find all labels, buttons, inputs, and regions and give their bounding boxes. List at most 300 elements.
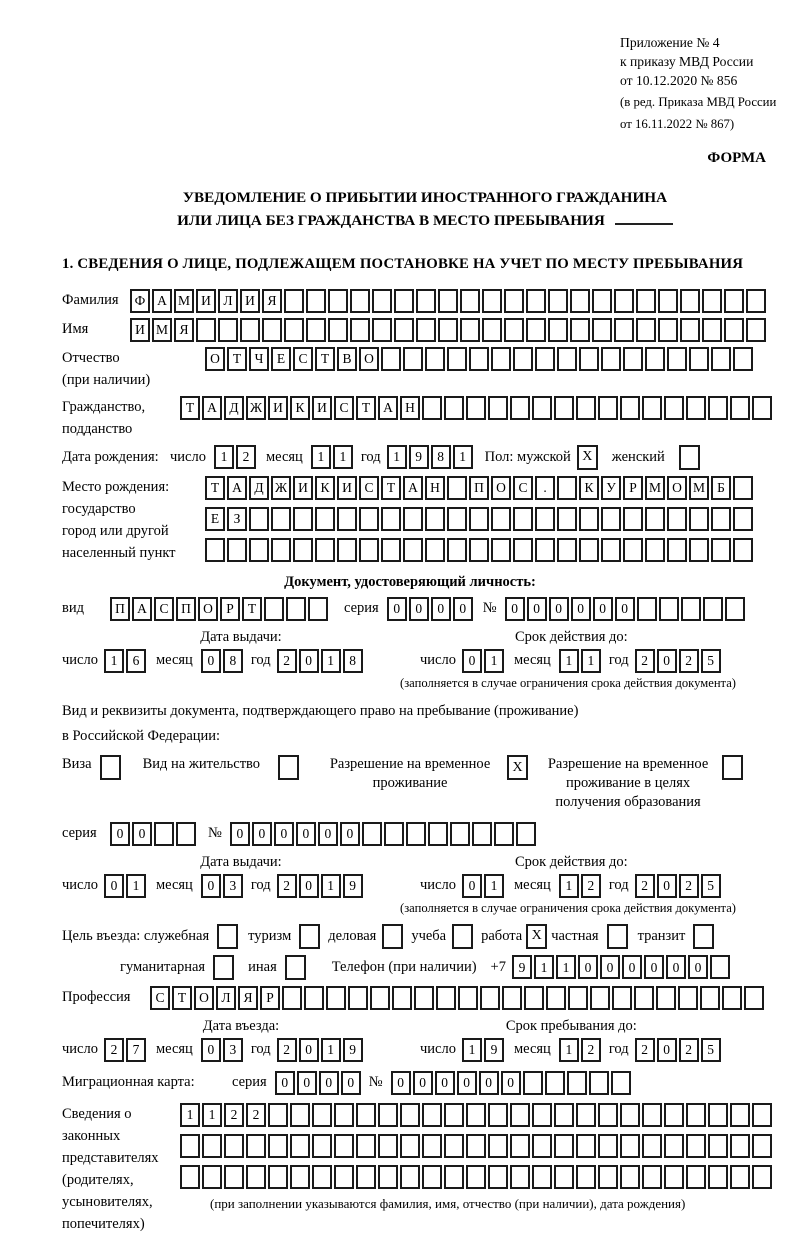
- char-cell[interactable]: [532, 1103, 552, 1127]
- char-cell[interactable]: А: [152, 289, 172, 313]
- birth-month-input[interactable]: [311, 445, 355, 469]
- char-cell[interactable]: [545, 1071, 565, 1095]
- char-cell[interactable]: [271, 507, 291, 531]
- char-cell[interactable]: [284, 289, 304, 313]
- char-cell[interactable]: [689, 538, 709, 562]
- issue-year-input[interactable]: [277, 649, 365, 673]
- char-cell[interactable]: [510, 1165, 530, 1189]
- char-cell[interactable]: [271, 538, 291, 562]
- representatives-row1-input[interactable]: [180, 1103, 774, 1127]
- char-cell[interactable]: С: [293, 347, 313, 371]
- char-cell[interactable]: [202, 1165, 222, 1189]
- char-cell[interactable]: А: [202, 396, 222, 420]
- char-cell[interactable]: .: [535, 476, 555, 500]
- char-cell[interactable]: [532, 1165, 552, 1189]
- char-cell[interactable]: 0: [299, 874, 319, 898]
- temp-residence-checkbox[interactable]: X: [507, 755, 528, 780]
- char-cell[interactable]: [623, 538, 643, 562]
- char-cell[interactable]: [664, 1134, 684, 1158]
- char-cell[interactable]: [422, 1103, 442, 1127]
- char-cell[interactable]: [290, 1134, 310, 1158]
- char-cell[interactable]: Я: [262, 289, 282, 313]
- char-cell[interactable]: 9: [484, 1038, 504, 1062]
- char-cell[interactable]: 3: [223, 1038, 243, 1062]
- purpose-delovaya-checkbox[interactable]: [382, 924, 403, 949]
- char-cell[interactable]: О: [205, 347, 225, 371]
- char-cell[interactable]: Р: [220, 597, 240, 621]
- char-cell[interactable]: [205, 538, 225, 562]
- char-cell[interactable]: И: [130, 318, 150, 342]
- char-cell[interactable]: [730, 396, 750, 420]
- char-cell[interactable]: А: [403, 476, 423, 500]
- char-cell[interactable]: [664, 1103, 684, 1127]
- char-cell[interactable]: 0: [318, 822, 338, 846]
- char-cell[interactable]: [708, 1165, 728, 1189]
- char-cell[interactable]: [306, 289, 326, 313]
- char-cell[interactable]: [224, 1134, 244, 1158]
- stay-day-input[interactable]: [462, 1038, 506, 1062]
- char-cell[interactable]: Д: [249, 476, 269, 500]
- doc-series-input[interactable]: [387, 597, 475, 621]
- birthplace-row1-input[interactable]: [205, 476, 755, 500]
- char-cell[interactable]: Н: [400, 396, 420, 420]
- char-cell[interactable]: Т: [356, 396, 376, 420]
- char-cell[interactable]: [645, 538, 665, 562]
- char-cell[interactable]: [293, 507, 313, 531]
- char-cell[interactable]: Я: [238, 986, 258, 1010]
- char-cell[interactable]: [304, 986, 324, 1010]
- char-cell[interactable]: К: [579, 476, 599, 500]
- char-cell[interactable]: [378, 1134, 398, 1158]
- char-cell[interactable]: 0: [462, 874, 482, 898]
- char-cell[interactable]: [154, 822, 174, 846]
- char-cell[interactable]: 3: [223, 874, 243, 898]
- char-cell[interactable]: [725, 597, 745, 621]
- char-cell[interactable]: 0: [571, 597, 591, 621]
- char-cell[interactable]: [667, 507, 687, 531]
- char-cell[interactable]: [284, 318, 304, 342]
- char-cell[interactable]: [428, 822, 448, 846]
- char-cell[interactable]: 1: [311, 445, 331, 469]
- char-cell[interactable]: 0: [201, 1038, 221, 1062]
- char-cell[interactable]: 2: [635, 649, 655, 673]
- char-cell[interactable]: [711, 347, 731, 371]
- char-cell[interactable]: [356, 1103, 376, 1127]
- char-cell[interactable]: [444, 1103, 464, 1127]
- char-cell[interactable]: [592, 289, 612, 313]
- char-cell[interactable]: [645, 347, 665, 371]
- expiry-month-input[interactable]: [559, 649, 603, 673]
- char-cell[interactable]: 0: [688, 955, 708, 979]
- char-cell[interactable]: [403, 538, 423, 562]
- char-cell[interactable]: [510, 396, 530, 420]
- char-cell[interactable]: К: [315, 476, 335, 500]
- purpose-private-checkbox[interactable]: [607, 924, 628, 949]
- char-cell[interactable]: [703, 597, 723, 621]
- char-cell[interactable]: [733, 538, 753, 562]
- char-cell[interactable]: 0: [201, 874, 221, 898]
- char-cell[interactable]: Д: [224, 396, 244, 420]
- char-cell[interactable]: С: [334, 396, 354, 420]
- char-cell[interactable]: [623, 507, 643, 531]
- char-cell[interactable]: [290, 1103, 310, 1127]
- issue-day-input[interactable]: [104, 649, 148, 673]
- char-cell[interactable]: 1: [321, 649, 341, 673]
- char-cell[interactable]: [611, 1071, 631, 1095]
- stay-year-input[interactable]: [635, 1038, 723, 1062]
- char-cell[interactable]: [722, 986, 742, 1010]
- char-cell[interactable]: [488, 396, 508, 420]
- char-cell[interactable]: [425, 538, 445, 562]
- patronymic-input[interactable]: [205, 347, 755, 371]
- char-cell[interactable]: [557, 538, 577, 562]
- char-cell[interactable]: [469, 538, 489, 562]
- char-cell[interactable]: [308, 597, 328, 621]
- char-cell[interactable]: [491, 507, 511, 531]
- char-cell[interactable]: [554, 396, 574, 420]
- char-cell[interactable]: [502, 986, 522, 1010]
- char-cell[interactable]: Т: [205, 476, 225, 500]
- purpose-transit-checkbox[interactable]: [693, 924, 714, 949]
- char-cell[interactable]: [406, 822, 426, 846]
- char-cell[interactable]: [458, 986, 478, 1010]
- char-cell[interactable]: [513, 507, 533, 531]
- char-cell[interactable]: [576, 396, 596, 420]
- char-cell[interactable]: [350, 289, 370, 313]
- char-cell[interactable]: [614, 318, 634, 342]
- char-cell[interactable]: [469, 507, 489, 531]
- char-cell[interactable]: [394, 318, 414, 342]
- char-cell[interactable]: 1: [484, 874, 504, 898]
- char-cell[interactable]: 1: [484, 649, 504, 673]
- char-cell[interactable]: 0: [644, 955, 664, 979]
- char-cell[interactable]: [708, 1103, 728, 1127]
- char-cell[interactable]: [447, 476, 467, 500]
- char-cell[interactable]: И: [337, 476, 357, 500]
- char-cell[interactable]: [444, 396, 464, 420]
- char-cell[interactable]: [282, 986, 302, 1010]
- char-cell[interactable]: [180, 1134, 200, 1158]
- char-cell[interactable]: [642, 1134, 662, 1158]
- char-cell[interactable]: 2: [679, 649, 699, 673]
- representatives-row3-input[interactable]: [180, 1165, 774, 1189]
- char-cell[interactable]: 0: [132, 822, 152, 846]
- char-cell[interactable]: 2: [277, 649, 297, 673]
- entry-year-input[interactable]: [277, 1038, 365, 1062]
- char-cell[interactable]: Ч: [249, 347, 269, 371]
- char-cell[interactable]: О: [491, 476, 511, 500]
- char-cell[interactable]: М: [689, 476, 709, 500]
- stay-month-input[interactable]: [559, 1038, 603, 1062]
- char-cell[interactable]: [416, 289, 436, 313]
- char-cell[interactable]: [523, 1071, 543, 1095]
- char-cell[interactable]: 0: [593, 597, 613, 621]
- purpose-business-checkbox[interactable]: [217, 924, 238, 949]
- char-cell[interactable]: [180, 1165, 200, 1189]
- char-cell[interactable]: [491, 347, 511, 371]
- char-cell[interactable]: А: [378, 396, 398, 420]
- char-cell[interactable]: [416, 318, 436, 342]
- purpose-tourism-checkbox[interactable]: [299, 924, 320, 949]
- char-cell[interactable]: [400, 1134, 420, 1158]
- char-cell[interactable]: 0: [501, 1071, 521, 1095]
- char-cell[interactable]: [601, 538, 621, 562]
- char-cell[interactable]: [306, 318, 326, 342]
- char-cell[interactable]: Т: [172, 986, 192, 1010]
- char-cell[interactable]: 1: [104, 649, 124, 673]
- char-cell[interactable]: Л: [216, 986, 236, 1010]
- char-cell[interactable]: [488, 1103, 508, 1127]
- char-cell[interactable]: [589, 1071, 609, 1095]
- char-cell[interactable]: [730, 1134, 750, 1158]
- char-cell[interactable]: А: [227, 476, 247, 500]
- char-cell[interactable]: 9: [343, 874, 363, 898]
- char-cell[interactable]: [744, 986, 764, 1010]
- char-cell[interactable]: [601, 507, 621, 531]
- char-cell[interactable]: [372, 318, 392, 342]
- char-cell[interactable]: [711, 507, 731, 531]
- char-cell[interactable]: 0: [297, 1071, 317, 1095]
- char-cell[interactable]: И: [240, 289, 260, 313]
- char-cell[interactable]: [689, 347, 709, 371]
- char-cell[interactable]: [642, 1165, 662, 1189]
- char-cell[interactable]: 0: [104, 874, 124, 898]
- char-cell[interactable]: 2: [277, 874, 297, 898]
- char-cell[interactable]: [579, 347, 599, 371]
- char-cell[interactable]: [667, 347, 687, 371]
- char-cell[interactable]: [268, 1165, 288, 1189]
- sex-female-checkbox[interactable]: [679, 445, 700, 470]
- profession-input[interactable]: [150, 986, 766, 1010]
- char-cell[interactable]: [312, 1134, 332, 1158]
- birthplace-row2-input[interactable]: [205, 507, 755, 531]
- char-cell[interactable]: 0: [110, 822, 130, 846]
- char-cell[interactable]: [724, 318, 744, 342]
- char-cell[interactable]: [469, 347, 489, 371]
- char-cell[interactable]: [576, 1165, 596, 1189]
- expiry-year-input[interactable]: [635, 874, 723, 898]
- char-cell[interactable]: М: [174, 289, 194, 313]
- char-cell[interactable]: [680, 318, 700, 342]
- char-cell[interactable]: [400, 1103, 420, 1127]
- expiry-day-input[interactable]: [462, 649, 506, 673]
- char-cell[interactable]: [568, 986, 588, 1010]
- purpose-humanitarian-checkbox[interactable]: [213, 955, 234, 980]
- char-cell[interactable]: [532, 1134, 552, 1158]
- char-cell[interactable]: 5: [701, 874, 721, 898]
- char-cell[interactable]: [488, 1134, 508, 1158]
- char-cell[interactable]: [482, 318, 502, 342]
- char-cell[interactable]: С: [359, 476, 379, 500]
- char-cell[interactable]: [554, 1103, 574, 1127]
- char-cell[interactable]: [702, 289, 722, 313]
- char-cell[interactable]: Ф: [130, 289, 150, 313]
- char-cell[interactable]: [710, 955, 730, 979]
- char-cell[interactable]: [466, 1165, 486, 1189]
- char-cell[interactable]: [400, 1165, 420, 1189]
- char-cell[interactable]: 0: [409, 597, 429, 621]
- char-cell[interactable]: 0: [340, 822, 360, 846]
- char-cell[interactable]: [548, 289, 568, 313]
- char-cell[interactable]: С: [154, 597, 174, 621]
- char-cell[interactable]: [664, 396, 684, 420]
- char-cell[interactable]: [634, 986, 654, 1010]
- char-cell[interactable]: [733, 476, 753, 500]
- char-cell[interactable]: [567, 1071, 587, 1095]
- char-cell[interactable]: [681, 597, 701, 621]
- char-cell[interactable]: [414, 986, 434, 1010]
- char-cell[interactable]: [601, 347, 621, 371]
- char-cell[interactable]: [337, 538, 357, 562]
- char-cell[interactable]: [686, 1134, 706, 1158]
- char-cell[interactable]: А: [132, 597, 152, 621]
- char-cell[interactable]: 0: [505, 597, 525, 621]
- residence-permit-checkbox[interactable]: [278, 755, 299, 780]
- char-cell[interactable]: 1: [581, 649, 601, 673]
- char-cell[interactable]: [362, 822, 382, 846]
- char-cell[interactable]: 1: [559, 874, 579, 898]
- char-cell[interactable]: [447, 347, 467, 371]
- char-cell[interactable]: [746, 318, 766, 342]
- char-cell[interactable]: 0: [230, 822, 250, 846]
- char-cell[interactable]: [711, 538, 731, 562]
- char-cell[interactable]: [752, 1103, 772, 1127]
- purpose-study-checkbox[interactable]: [452, 924, 473, 949]
- char-cell[interactable]: 1: [559, 1038, 579, 1062]
- char-cell[interactable]: [620, 1134, 640, 1158]
- char-cell[interactable]: [264, 597, 284, 621]
- char-cell[interactable]: [249, 507, 269, 531]
- char-cell[interactable]: [372, 289, 392, 313]
- char-cell[interactable]: [678, 986, 698, 1010]
- char-cell[interactable]: [466, 1103, 486, 1127]
- char-cell[interactable]: 2: [581, 1038, 601, 1062]
- char-cell[interactable]: 0: [299, 649, 319, 673]
- char-cell[interactable]: 0: [657, 874, 677, 898]
- char-cell[interactable]: 2: [635, 1038, 655, 1062]
- char-cell[interactable]: [526, 289, 546, 313]
- char-cell[interactable]: [480, 986, 500, 1010]
- char-cell[interactable]: И: [268, 396, 288, 420]
- char-cell[interactable]: 0: [600, 955, 620, 979]
- char-cell[interactable]: В: [337, 347, 357, 371]
- char-cell[interactable]: [570, 318, 590, 342]
- char-cell[interactable]: Н: [425, 476, 445, 500]
- char-cell[interactable]: [450, 822, 470, 846]
- char-cell[interactable]: И: [293, 476, 313, 500]
- char-cell[interactable]: [381, 538, 401, 562]
- char-cell[interactable]: [598, 1165, 618, 1189]
- char-cell[interactable]: П: [176, 597, 196, 621]
- char-cell[interactable]: 1: [321, 874, 341, 898]
- char-cell[interactable]: 0: [479, 1071, 499, 1095]
- char-cell[interactable]: 0: [201, 649, 221, 673]
- char-cell[interactable]: [334, 1165, 354, 1189]
- char-cell[interactable]: 7: [126, 1038, 146, 1062]
- char-cell[interactable]: [532, 396, 552, 420]
- char-cell[interactable]: [262, 318, 282, 342]
- char-cell[interactable]: [752, 1165, 772, 1189]
- char-cell[interactable]: [733, 347, 753, 371]
- char-cell[interactable]: 0: [527, 597, 547, 621]
- char-cell[interactable]: [334, 1103, 354, 1127]
- char-cell[interactable]: [196, 318, 216, 342]
- char-cell[interactable]: Р: [623, 476, 643, 500]
- char-cell[interactable]: 1: [180, 1103, 200, 1127]
- char-cell[interactable]: [384, 822, 404, 846]
- char-cell[interactable]: З: [227, 507, 247, 531]
- char-cell[interactable]: [466, 1134, 486, 1158]
- char-cell[interactable]: 0: [453, 597, 473, 621]
- char-cell[interactable]: [642, 1103, 662, 1127]
- char-cell[interactable]: [598, 1134, 618, 1158]
- char-cell[interactable]: [488, 1165, 508, 1189]
- char-cell[interactable]: [447, 538, 467, 562]
- issue-day-input[interactable]: [104, 874, 148, 898]
- char-cell[interactable]: [356, 1134, 376, 1158]
- char-cell[interactable]: [733, 507, 753, 531]
- char-cell[interactable]: [350, 318, 370, 342]
- char-cell[interactable]: 8: [223, 649, 243, 673]
- residence-series-input[interactable]: [110, 822, 198, 846]
- residence-number-input[interactable]: [230, 822, 538, 846]
- char-cell[interactable]: 9: [409, 445, 429, 469]
- char-cell[interactable]: И: [312, 396, 332, 420]
- char-cell[interactable]: Я: [174, 318, 194, 342]
- char-cell[interactable]: О: [359, 347, 379, 371]
- char-cell[interactable]: [472, 822, 492, 846]
- char-cell[interactable]: 0: [299, 1038, 319, 1062]
- char-cell[interactable]: [637, 597, 657, 621]
- char-cell[interactable]: [592, 318, 612, 342]
- char-cell[interactable]: 5: [701, 649, 721, 673]
- char-cell[interactable]: [356, 1165, 376, 1189]
- char-cell[interactable]: [686, 1165, 706, 1189]
- char-cell[interactable]: П: [469, 476, 489, 500]
- char-cell[interactable]: Ж: [271, 476, 291, 500]
- char-cell[interactable]: [403, 507, 423, 531]
- char-cell[interactable]: Ж: [246, 396, 266, 420]
- char-cell[interactable]: [359, 507, 379, 531]
- char-cell[interactable]: [535, 347, 555, 371]
- char-cell[interactable]: [422, 1134, 442, 1158]
- char-cell[interactable]: Т: [381, 476, 401, 500]
- char-cell[interactable]: 1: [202, 1103, 222, 1127]
- char-cell[interactable]: [535, 538, 555, 562]
- char-cell[interactable]: [598, 1103, 618, 1127]
- char-cell[interactable]: [293, 538, 313, 562]
- doc-kind-input[interactable]: [110, 597, 330, 621]
- char-cell[interactable]: [328, 318, 348, 342]
- char-cell[interactable]: [645, 507, 665, 531]
- char-cell[interactable]: [570, 289, 590, 313]
- char-cell[interactable]: [176, 822, 196, 846]
- char-cell[interactable]: Т: [315, 347, 335, 371]
- char-cell[interactable]: [590, 986, 610, 1010]
- char-cell[interactable]: Т: [227, 347, 247, 371]
- char-cell[interactable]: [290, 1165, 310, 1189]
- char-cell[interactable]: [708, 1134, 728, 1158]
- birthplace-row3-input[interactable]: [205, 538, 755, 562]
- char-cell[interactable]: [249, 538, 269, 562]
- char-cell[interactable]: [337, 507, 357, 531]
- char-cell[interactable]: [444, 1134, 464, 1158]
- char-cell[interactable]: 1: [387, 445, 407, 469]
- char-cell[interactable]: [460, 289, 480, 313]
- surname-input[interactable]: [130, 289, 768, 313]
- char-cell[interactable]: Р: [260, 986, 280, 1010]
- firstname-input[interactable]: [130, 318, 768, 342]
